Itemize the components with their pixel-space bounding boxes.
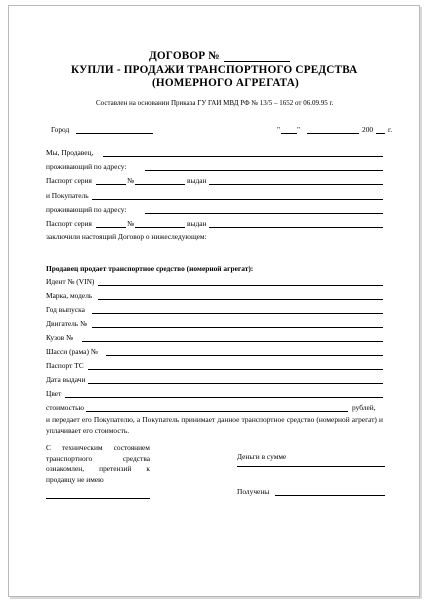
vehicle-passport-label: Паспорт ТС <box>46 361 84 370</box>
engine-label: Двигатель № <box>46 319 88 328</box>
money-amount-label: Деньги в сумме <box>237 452 287 461</box>
quote-close: " <box>297 125 301 134</box>
year-made-label: Год выпуска <box>46 305 85 314</box>
seller-passport-no-label: № <box>127 176 135 185</box>
engine-field[interactable] <box>92 327 383 328</box>
seller-address-field[interactable] <box>145 170 383 171</box>
seller-name-field[interactable] <box>103 156 383 157</box>
body-label: Кузов № <box>46 333 74 342</box>
buyer-address-label: проживающий по адресу: <box>46 205 127 214</box>
price-label: стоимостью <box>46 403 85 412</box>
received-label: Получены <box>237 487 270 496</box>
year-suffix: г. <box>388 125 393 134</box>
year-field[interactable] <box>376 133 385 134</box>
make-model-label: Марка, модель <box>46 291 93 300</box>
buyer-issued-label: выдан <box>187 219 207 228</box>
buyer-passport-no-label: № <box>127 219 135 228</box>
chassis-label: Шасси (рама) № <box>46 347 98 356</box>
buyer-address-field[interactable] <box>145 213 383 214</box>
day-field[interactable] <box>281 133 297 134</box>
vehicle-heading: Продавец продает транспортное средство (номерной агрегат): <box>46 264 254 273</box>
make-model-field[interactable] <box>98 299 383 300</box>
year-made-field[interactable] <box>92 313 383 314</box>
issue-date-label: Дата выдачи <box>46 375 86 384</box>
seller-passport-label: Паспорт серия <box>46 176 92 185</box>
color-field[interactable] <box>65 397 383 398</box>
city-field[interactable] <box>76 133 153 134</box>
contract-number-line[interactable] <box>224 61 290 62</box>
money-amount-field[interactable] <box>237 466 385 467</box>
currency-label: рублей, <box>352 403 376 412</box>
buyer-signature-field[interactable] <box>46 498 150 499</box>
buyer-name-field[interactable] <box>92 199 383 200</box>
buyer-passport-label: Паспорт серия <box>46 219 92 228</box>
body-field[interactable] <box>82 341 383 342</box>
contract-title-line-2: КУПЛИ - ПРОДАЖИ ТРАНСПОРТНОГО СРЕДСТВА <box>71 64 358 76</box>
quote-open: " <box>277 125 281 134</box>
buyer-passport-number-field[interactable] <box>135 227 185 228</box>
legal-basis-note: Составлен на основании Приказа ГУ ГАИ МВД РФ № 13/5 – 1652 от 06.09.95 г. <box>96 99 334 107</box>
month-field[interactable] <box>307 133 359 134</box>
city-label: Город <box>51 125 70 134</box>
price-field[interactable] <box>86 411 348 412</box>
color-label: Цвет <box>46 389 62 398</box>
contract-page <box>8 5 420 597</box>
issue-date-field[interactable] <box>88 383 383 384</box>
year-prefix: 200 <box>362 125 374 134</box>
buyer-issued-field[interactable] <box>209 227 383 228</box>
buyer-passport-series-field[interactable] <box>96 227 126 228</box>
seller-passport-number-field[interactable] <box>135 184 185 185</box>
seller-label: Мы, Продавец, <box>46 148 94 157</box>
concluded-text: заключили настоящий Договор о нижеследующем: <box>46 232 207 241</box>
seller-address-label: проживающий по адресу: <box>46 162 127 171</box>
vin-field[interactable] <box>98 285 383 286</box>
vehicle-passport-field[interactable] <box>88 369 383 370</box>
seller-issued-field[interactable] <box>209 184 383 185</box>
condition-statement: С техническим состоянием транспортного средства ознакомлен, претензий к продавцу не имею <box>46 443 150 484</box>
seller-issued-label: выдан <box>187 176 207 185</box>
seller-passport-series-field[interactable] <box>96 184 126 185</box>
transfer-clause: и передает его Покупателю, а Покупатель принимает данное транспортное средство (номерной агрегат) и уплачивает его стоимость. <box>46 415 383 435</box>
contract-title: ДОГОВОР № <box>149 50 220 62</box>
vin-label: Идент № (VIN) <box>46 277 95 286</box>
buyer-label: и Покупатель <box>46 191 89 200</box>
contract-title-line-3: (НОМЕРНОГО АГРЕГАТА) <box>152 77 299 89</box>
seller-signature-field[interactable] <box>275 495 385 496</box>
chassis-field[interactable] <box>106 355 383 356</box>
